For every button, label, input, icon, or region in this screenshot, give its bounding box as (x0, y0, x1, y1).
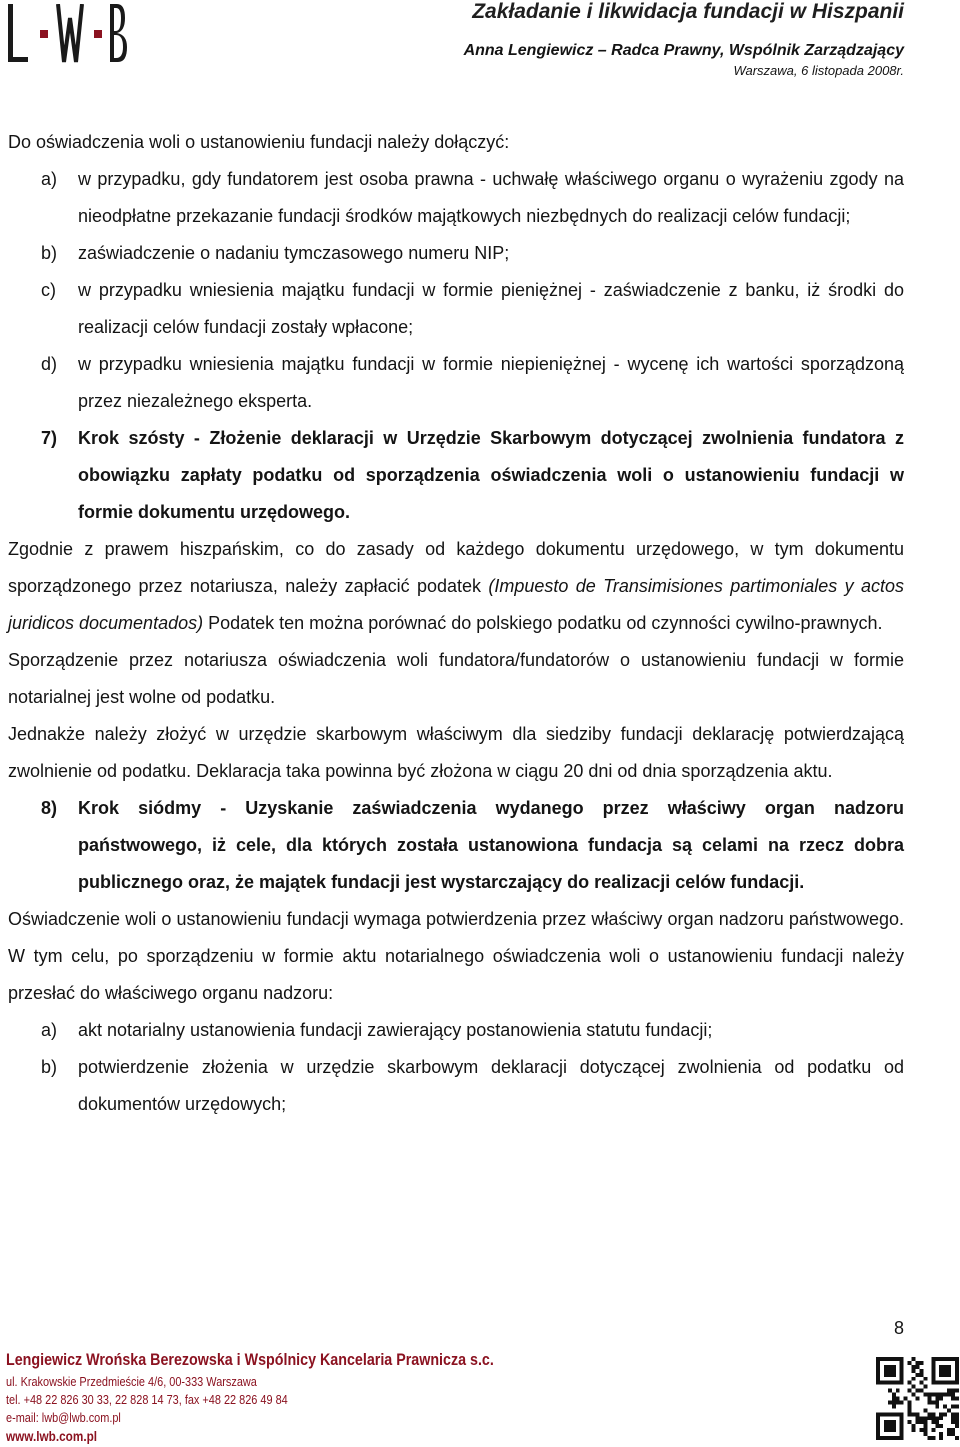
document-date: Warszawa, 6 listopada 2008r. (733, 63, 904, 78)
footer-address: ul. Krakowskie Przedmieście 4/6, 00-333 Warszawa (6, 1374, 257, 1389)
footer-company: Lengiewicz Wrońska Berezowska i Wspólnicy Kancelaria Prawnicza s.c. (6, 1350, 494, 1369)
list-item (8, 346, 904, 420)
footer-email[interactable]: e-mail: lwb@lwb.com.pl (6, 1410, 121, 1425)
author-line: Anna Lengiewicz – Radca Prawny, Wspólnik Zarządzający (463, 42, 904, 59)
list-item-text: w przypadku wniesienia majątku fundacji w formie pieniężnej - zaświadczenie z banku, iż środki do realizacji celów fundacji zostały wpłacone; (78, 280, 904, 337)
list-item-text: potwierdzenie złożenia w urzędzie skarbowym deklaracji dotyczącej zwolnienia od podatku od dokumentów urzędowych; (78, 1057, 904, 1114)
step-number: 7) (41, 428, 58, 448)
lwb-logo (6, 4, 128, 64)
step-heading (8, 790, 904, 901)
list-item-text: w przypadku, gdy fundatorem jest osoba prawna - uchwałę właściwego organu o wyrażeniu zgody na nieodpłatne przekazanie fundacji środków majątkowych niezbędnych do realizacji celów fundacji; (78, 169, 904, 226)
step-heading (8, 420, 904, 531)
tax-paragraph-start: Zgodnie z prawem hiszpańskim, co do zasady od każdego dokumentu urzędowego, w tym dokumentu sporządzonego przez notariusza, należy zapłacić podatek (8, 539, 904, 596)
list-item (8, 1012, 904, 1049)
intro-paragraph: Do oświadczenia woli o ustanowieniu fundacji należy dołączyć: (8, 132, 510, 152)
declaration-paragraph: Jednakże należy złożyć w urzędzie skarbowym właściwym dla siedziby fundacji deklarację potwierdzającą zwolnienie od podatku. Deklaracja taka powinna być złożona w ciągu 20 dni od dnia sporządzenia aktu. (8, 724, 904, 781)
document-title: Zakładanie i likwidacja fundacji w Hiszpanii (472, 0, 904, 23)
supervision-paragraph: Oświadczenie woli o ustanowieniu fundacji wymaga potwierdzenia przez właściwy organ nadzoru państwowego. W tym celu, po sporządzeniu w formie aktu notarialnego oświadczenia woli o ustanowieniu fundacji należy przesłać do właściwego organu nadzoru: (8, 909, 904, 1003)
footer-phone: tel. +48 22 826 30 33, 22 828 14 73, fax +48 22 826 49 84 (6, 1392, 288, 1407)
list-item (8, 272, 904, 346)
list-marker: d) (41, 354, 58, 374)
document-body (8, 124, 904, 1123)
tax-paragraph (8, 531, 904, 642)
tax-name-italic: (Impuesto de Transimisiones partimoniales y actos juridicos documentados) (8, 576, 904, 633)
qr-code-icon (876, 1357, 959, 1440)
list-item-text: zaświadczenie o nadaniu tymczasowego numeru NIP; (78, 243, 510, 263)
tax-paragraph-end: Podatek ten można porównać do polskiego podatku od czynności cywilno-prawnych. (203, 613, 883, 633)
list-marker: a) (41, 169, 58, 189)
list-item (8, 1049, 904, 1123)
list-marker: b) (41, 1057, 58, 1077)
step-heading-text: Krok szósty - Złożenie deklaracji w Urzędzie Skarbowym dotyczącej zwolnienia fundatora z obowiązku zapłaty podatku od sporządzenia oświadczenia woli o ustanowieniu fundacji w formie dokumentu urzędowego. (78, 428, 904, 522)
list-item-text: w przypadku wniesienia majątku fundacji w formie niepieniężnej - wycenę ich wartości sporządzoną przez niezależnego eksperta. (78, 354, 904, 411)
list-item-text: akt notarialny ustanowienia fundacji zawierający postanowienia statutu fundacji; (78, 1020, 713, 1040)
step-heading-text: Krok siódmy - Uzyskanie zaświadczenia wydanego przez właściwy organ nadzoru państwowego, iż cele, dla których została ustanowiona fundacja są celami na rzecz dobra publicznego oraz, że majątek fundacji jest wystarczający do realizacji celów fundacji. (78, 798, 904, 892)
exemption-paragraph: Sporządzenie przez notariusza oświadczenia woli fundatora/fundatorów o ustanowieniu fundacji w formie notarialnej jest wolne od podatku. (8, 650, 904, 707)
list-marker: b) (41, 243, 58, 263)
footer-website-link[interactable]: www.lwb.com.pl (6, 1428, 98, 1444)
page-number: 8 (893, 1318, 904, 1338)
list-marker: a) (41, 1020, 58, 1040)
list-marker: c) (41, 280, 56, 300)
list-item (8, 235, 904, 272)
step-number: 8) (41, 798, 58, 818)
list-item (8, 161, 904, 235)
